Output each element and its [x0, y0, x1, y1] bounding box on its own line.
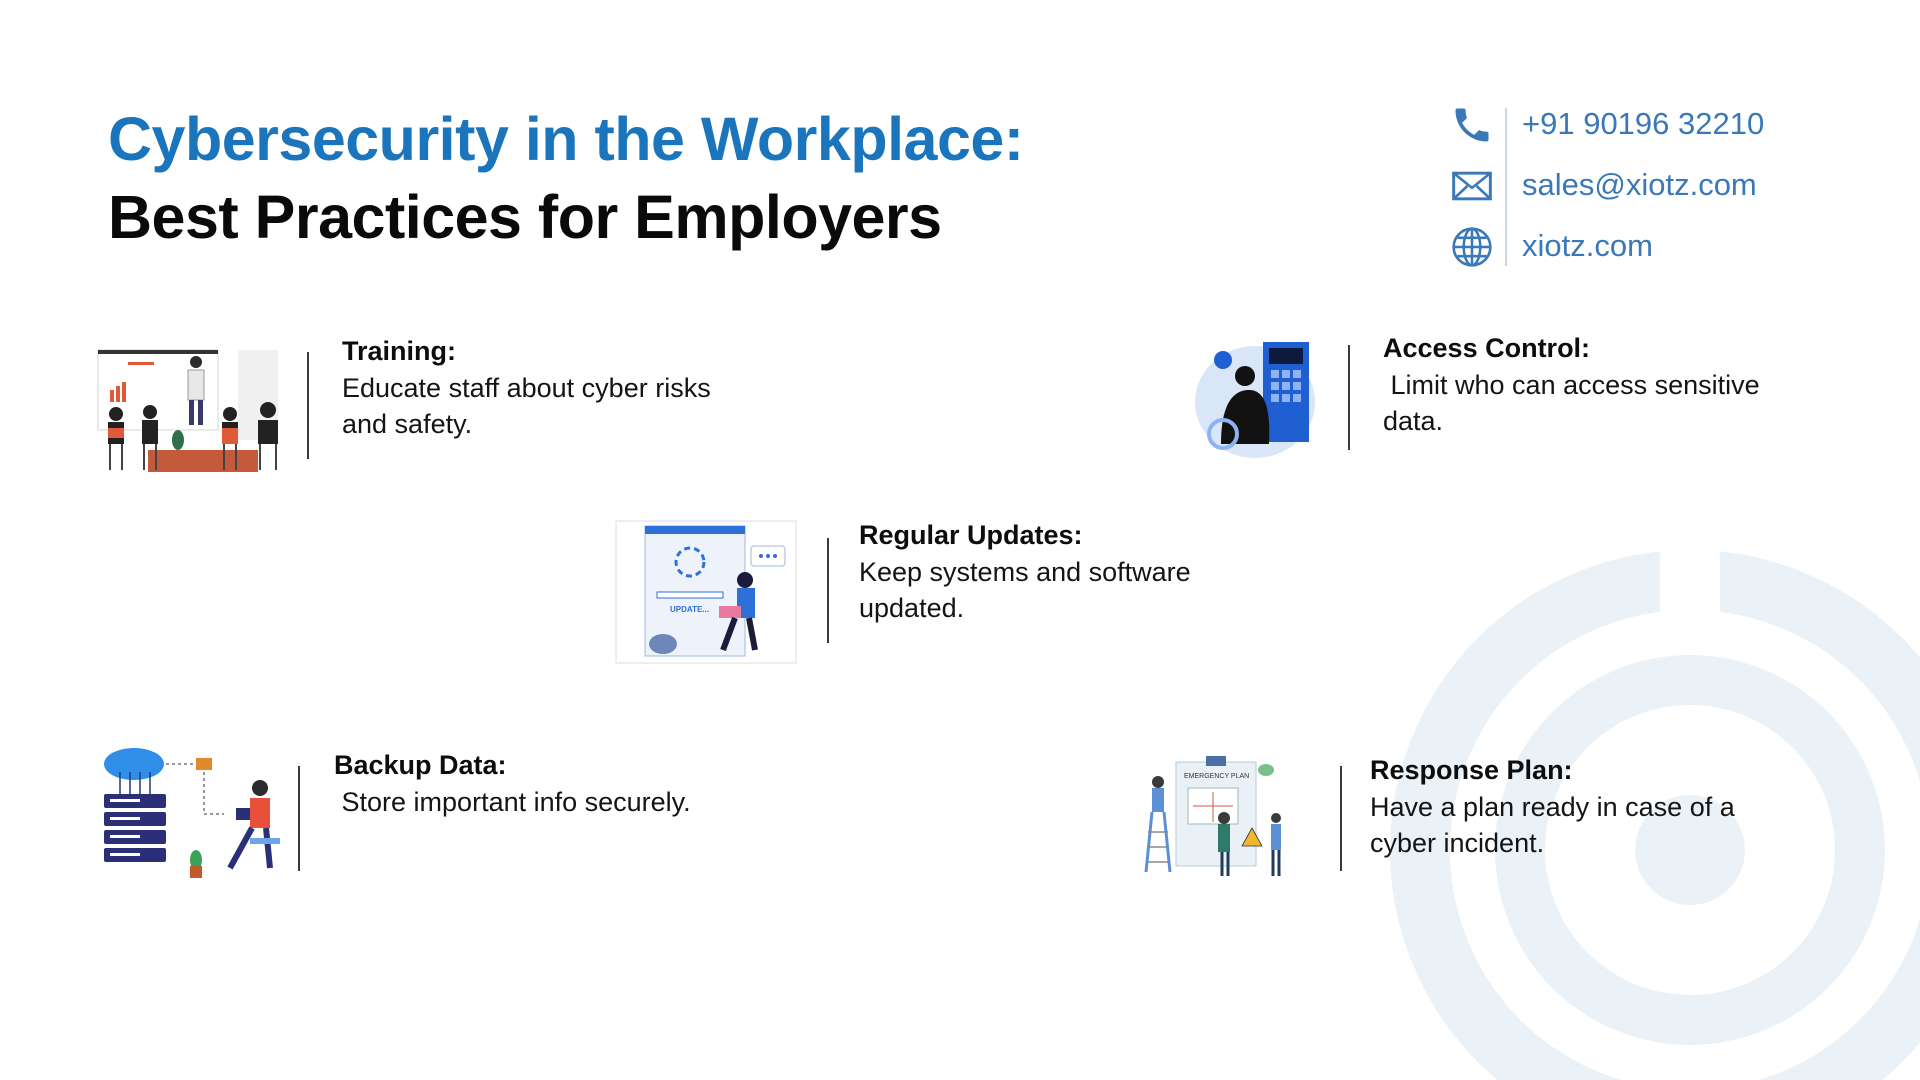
page-title-line2: Best Practices for Employers	[108, 183, 942, 251]
emergency-plan-board-label: EMERGENCY PLAN	[1184, 773, 1250, 780]
backup-divider	[298, 766, 300, 871]
updates-illustration	[615, 520, 797, 664]
response-title: Response Plan:	[1370, 755, 1573, 785]
access-desc: Limit who can access sensitive data.	[1383, 370, 1768, 436]
updates-divider	[827, 538, 829, 643]
contact-divider	[1505, 108, 1507, 266]
globe-icon	[1450, 225, 1494, 269]
training-title: Training:	[342, 336, 456, 366]
phone-icon	[1450, 103, 1494, 147]
access-title: Access Control:	[1383, 333, 1591, 363]
updates-title: Regular Updates:	[859, 520, 1083, 550]
response-desc: Have a plan ready in case of a cyber incident.	[1370, 792, 1735, 858]
page-title-line1: Cybersecurity in the Workplace:	[108, 105, 1024, 173]
training-illustration	[88, 330, 288, 484]
mail-icon	[1450, 164, 1494, 208]
access-control-illustration	[1193, 334, 1323, 464]
backup-title: Backup Data:	[334, 750, 507, 780]
contact-website[interactable]: xiotz.com	[1522, 228, 1653, 263]
backup-desc: Store important info securely.	[334, 787, 691, 817]
updates-desc: Keep systems and software updated.	[859, 557, 1191, 623]
backup-illustration	[100, 742, 280, 882]
training-desc: Educate staff about cyber risks and safety.	[342, 373, 711, 439]
contact-email[interactable]: sales@xiotz.com	[1522, 167, 1757, 202]
contact-phone[interactable]: +91 90196 32210	[1522, 106, 1765, 141]
response-plan-illustration	[1138, 752, 1290, 880]
access-divider	[1348, 345, 1350, 450]
update-screen-label: UPDATE...	[670, 605, 709, 614]
training-divider	[307, 352, 309, 459]
response-divider	[1340, 766, 1342, 871]
